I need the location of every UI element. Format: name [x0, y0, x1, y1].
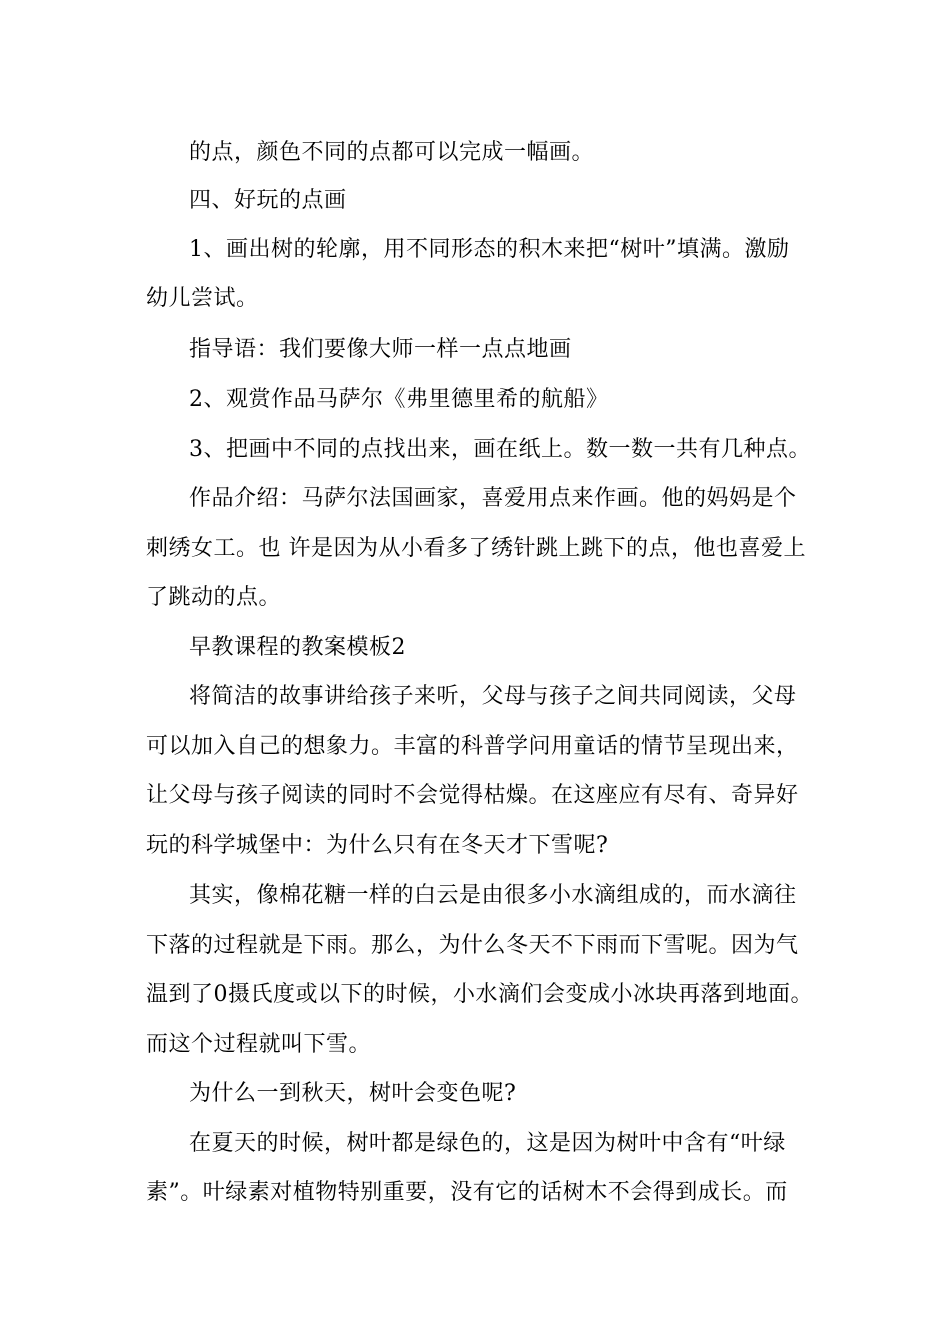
text-line: 而这个过程就叫下雪。	[146, 1032, 372, 1057]
text-line: 3、把画中不同的点找出来，画在纸上。数一数一共有几种点。	[189, 437, 811, 462]
text-line: 2、观赏作品马萨尔《弗里德里希的航船》	[189, 387, 609, 412]
text-line: 指导语：我们要像大师一样一点点地画	[189, 337, 572, 362]
text-line: 其实，像棉花糖一样的白云是由很多小水滴组成的，而水滴往	[189, 883, 797, 908]
text-line: 幼儿尝试。	[146, 286, 259, 311]
text-line: 作品介绍：马萨尔法国画家，喜爱用点来作画。他的妈妈是个	[189, 486, 797, 511]
text-line: 了跳动的点。	[146, 585, 282, 610]
text-line: 玩的科学城堡中：为什么只有在冬天才下雪呢?	[146, 833, 609, 858]
text-line: 将简洁的故事讲给孩子来听，父母与孩子之间共同阅读，父母	[189, 684, 797, 709]
text-line: 1、画出树的轮廓，用不同形态的积木来把“树叶”填满。激励	[189, 237, 790, 262]
text-line: 素”。叶绿素对植物特别重要，没有它的话树木不会得到成长。而	[146, 1180, 788, 1205]
text-line: 为什么一到秋天，树叶会变色呢?	[189, 1081, 517, 1106]
text-line: 温到了0摄氏度或以下的时候，小水滴们会变成小冰块再落到地面。	[146, 982, 813, 1007]
section-heading: 早教课程的教案模板2	[189, 635, 406, 660]
text-line: 的点，颜色不同的点都可以完成一幅画。	[189, 140, 595, 165]
text-line: 在夏天的时候，树叶都是绿色的，这是因为树叶中含有“叶绿	[189, 1131, 786, 1156]
text-line: 刺绣女工。也 许是因为从小看多了绣针跳上跳下的点，他也喜爱上	[146, 536, 806, 561]
section-heading: 四、好玩的点画	[189, 188, 347, 213]
text-line: 下落的过程就是下雨。那么，为什么冬天不下雨而下雪呢。因为气	[146, 933, 799, 958]
text-line: 让父母与孩子阅读的同时不会觉得枯燥。在这座应有尽有、奇异好	[146, 783, 799, 808]
text-line: 可以加入自己的想象力。丰富的科普学问用童话的情节呈现出来，	[146, 734, 799, 759]
